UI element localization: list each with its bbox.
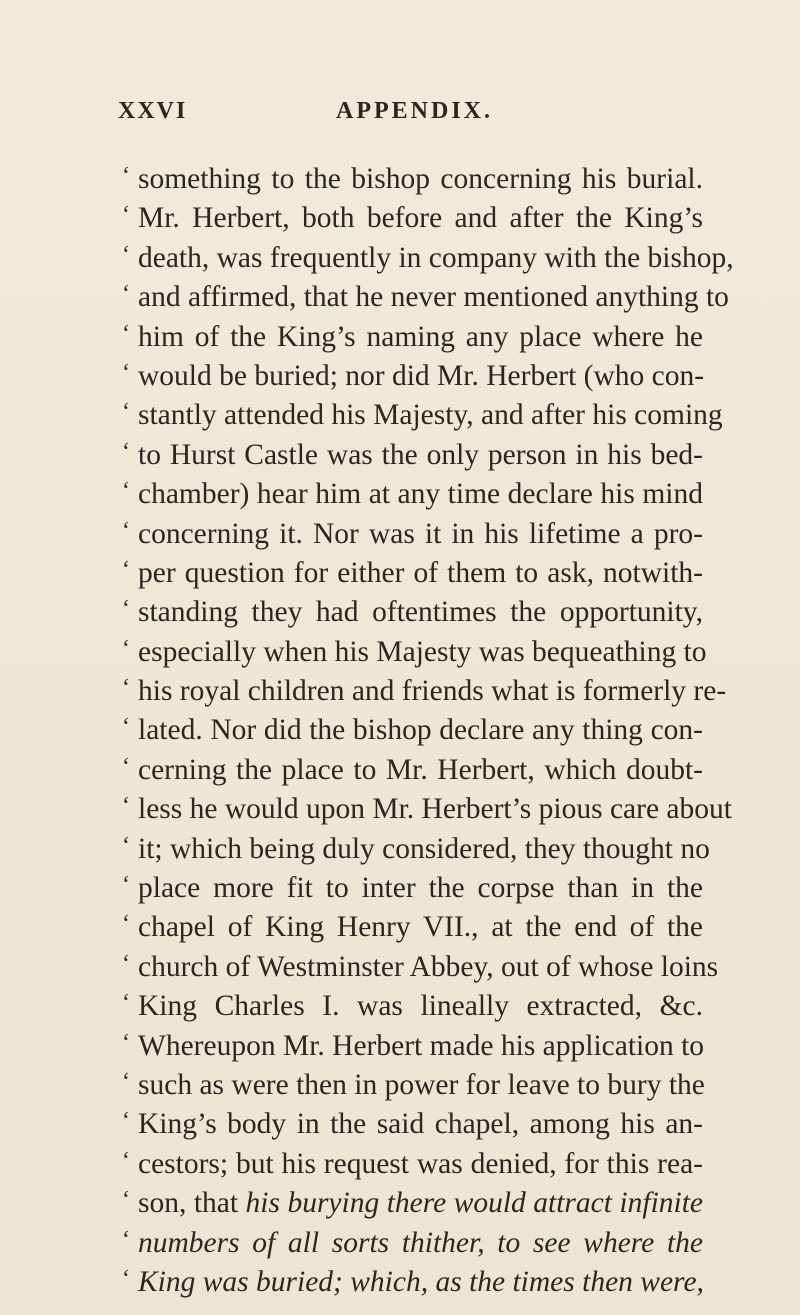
page-number: XXVI bbox=[118, 98, 188, 124]
line-text: him of the King’s naming any place where he bbox=[138, 320, 703, 353]
text-line bbox=[122, 948, 719, 987]
quote-mark: ‘ bbox=[122, 438, 130, 465]
text-line bbox=[122, 554, 703, 593]
quote-mark: ‘ bbox=[122, 793, 130, 820]
quote-mark: ‘ bbox=[122, 517, 130, 544]
quote-mark: ‘ bbox=[122, 832, 130, 859]
text-line bbox=[122, 790, 732, 829]
text-line bbox=[122, 751, 703, 790]
running-head bbox=[118, 98, 678, 138]
line-italic-text: numbers of all sorts thither, to see where the bbox=[138, 1226, 703, 1259]
line-text: cerning the place to Mr. Herbert, which doubt- bbox=[138, 753, 703, 786]
quote-mark: ‘ bbox=[122, 1226, 130, 1253]
text-line bbox=[122, 160, 703, 199]
running-title: APPENDIX. bbox=[336, 98, 493, 124]
quote-mark: ‘ bbox=[122, 911, 130, 938]
line-text: per question for either of them to ask, notwith- bbox=[138, 556, 703, 589]
quote-mark: ‘ bbox=[122, 1108, 130, 1135]
text-line bbox=[122, 278, 729, 317]
text-line bbox=[122, 633, 707, 672]
line-text: church of Westminster Abbey, out of whose loins bbox=[138, 950, 719, 983]
text-line bbox=[122, 987, 703, 1026]
text-line bbox=[122, 1184, 703, 1223]
line-text: something to the bishop concerning his burial. bbox=[138, 163, 703, 195]
text-line bbox=[122, 436, 703, 475]
quote-mark: ‘ bbox=[122, 714, 130, 741]
quote-mark: ‘ bbox=[122, 556, 130, 583]
quote-mark: ‘ bbox=[122, 1147, 130, 1174]
line-text: lated. Nor did the bishop declare any thing con- bbox=[138, 714, 703, 747]
text-line bbox=[122, 1066, 705, 1105]
text-line bbox=[122, 515, 703, 554]
line-text: his royal children and friends what is formerly re- bbox=[138, 675, 727, 708]
line-text: standing they had oftentimes the opportunity, bbox=[138, 596, 703, 629]
text-line bbox=[122, 869, 703, 908]
quote-mark: ‘ bbox=[122, 635, 130, 662]
quote-mark: ‘ bbox=[122, 241, 130, 268]
text-line bbox=[122, 1105, 703, 1144]
line-text: it; which being duly considered, they thought no bbox=[138, 832, 710, 865]
line-text: Mr. Herbert, both before and after the King’s bbox=[138, 202, 703, 235]
quote-mark: ‘ bbox=[122, 163, 130, 189]
text-line bbox=[122, 199, 703, 238]
body-text bbox=[122, 160, 734, 1302]
line-text: son, that bbox=[138, 1187, 246, 1220]
quote-mark: ‘ bbox=[122, 753, 130, 780]
quote-mark: ‘ bbox=[122, 1029, 130, 1056]
quote-mark: ‘ bbox=[122, 1068, 130, 1095]
line-text: less he would upon Mr. Herbert’s pious care about bbox=[138, 793, 732, 826]
line-text: to Hurst Castle was the only person in his bed- bbox=[138, 438, 703, 471]
quote-mark: ‘ bbox=[122, 478, 130, 505]
line-italic-text: his burying there would attract infinite bbox=[245, 1187, 703, 1220]
quote-mark: ‘ bbox=[122, 359, 130, 386]
text-line bbox=[122, 1263, 704, 1302]
line-text: King’s body in the said chapel, among his an- bbox=[138, 1108, 703, 1141]
quote-mark: ‘ bbox=[122, 281, 130, 308]
quote-mark: ‘ bbox=[122, 596, 130, 623]
line-text: Whereupon Mr. Herbert made his application to bbox=[138, 1029, 705, 1062]
text-line bbox=[122, 239, 734, 278]
quote-mark: ‘ bbox=[122, 1265, 130, 1292]
text-line bbox=[122, 908, 703, 947]
text-line bbox=[122, 357, 705, 396]
text-line bbox=[122, 318, 703, 357]
line-text: and affirmed, that he never mentioned anything to bbox=[138, 281, 729, 314]
quote-mark: ‘ bbox=[122, 202, 130, 229]
quote-mark: ‘ bbox=[122, 399, 130, 426]
line-text: would be buried; nor did Mr. Herbert (who con- bbox=[138, 359, 705, 392]
line-text: chamber) hear him at any time declare his mind bbox=[138, 478, 703, 511]
line-italic-text: King was buried; which, as the times then were, bbox=[138, 1265, 704, 1298]
text-line bbox=[122, 1027, 705, 1066]
quote-mark: ‘ bbox=[122, 675, 130, 702]
text-line bbox=[122, 672, 727, 711]
line-text: death, was frequently in company with the bishop, bbox=[138, 241, 734, 274]
quote-mark: ‘ bbox=[122, 320, 130, 347]
text-line bbox=[122, 1145, 703, 1184]
line-text: chapel of King Henry VII., at the end of the bbox=[138, 911, 703, 944]
line-text: especially when his Majesty was bequeathing to bbox=[138, 635, 707, 668]
text-line bbox=[122, 711, 703, 750]
quote-mark: ‘ bbox=[122, 872, 130, 899]
text-line bbox=[122, 475, 703, 514]
text-line bbox=[122, 830, 710, 869]
text-line bbox=[122, 593, 703, 632]
quote-mark: ‘ bbox=[122, 950, 130, 977]
line-text: such as were then in power for leave to bury the bbox=[138, 1068, 705, 1101]
text-line bbox=[122, 1224, 703, 1263]
quote-mark: ‘ bbox=[122, 1187, 130, 1214]
quote-mark: ‘ bbox=[122, 990, 130, 1017]
text-line bbox=[122, 396, 723, 435]
line-text: concerning it. Nor was it in his lifetime a pro- bbox=[138, 517, 703, 550]
line-text: stantly attended his Majesty, and after his coming bbox=[138, 399, 723, 432]
line-text: King Charles I. was lineally extracted, &c. bbox=[138, 990, 703, 1023]
line-text: place more fit to inter the corpse than in the bbox=[138, 872, 703, 905]
line-text: cestors; but his request was denied, for this rea- bbox=[138, 1147, 703, 1180]
